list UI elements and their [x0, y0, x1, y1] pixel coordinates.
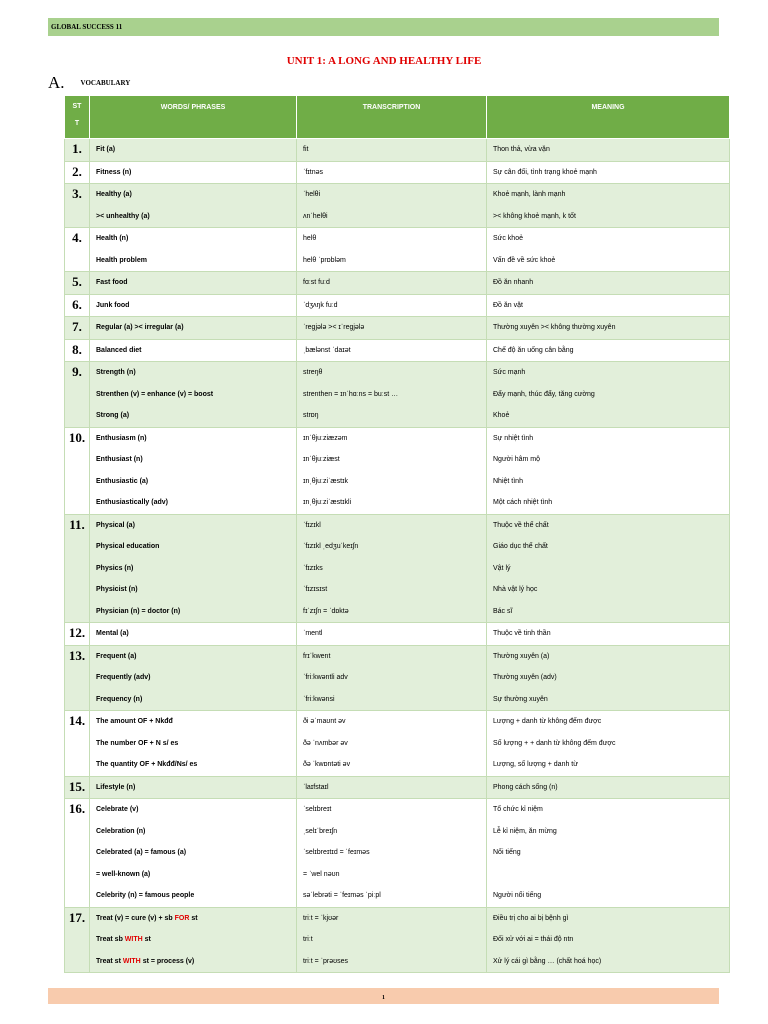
table-row	[65, 799, 730, 908]
meaning-cell	[487, 317, 730, 340]
preposition-highlight: WITH	[122, 957, 141, 965]
transcription-text: ˈlaɪfstaɪl	[303, 783, 329, 791]
meaning-text: Nhiệt tình	[493, 477, 523, 485]
header-text: GLOBAL SUCCESS 11	[51, 23, 123, 31]
transcription-cell	[297, 339, 487, 362]
preposition-highlight: WITH	[124, 936, 143, 943]
preposition-highlight: FOR	[174, 914, 190, 922]
word-text-part: Treat st	[96, 957, 123, 965]
meaning-text: Khoẻ	[493, 412, 510, 419]
meaning-cell	[487, 514, 730, 623]
transcription-text: ˈfɪtnəs	[303, 168, 323, 176]
row-number: 9.	[65, 362, 90, 428]
transcription-text: triːt = ˈkjʊər	[303, 914, 339, 922]
word-text: The number OF + N s/ es	[96, 739, 179, 747]
column-header-words: WORDS/ PHRASES	[90, 96, 297, 139]
page-title: UNIT 1: A LONG AND HEALTHY LIFE	[286, 55, 482, 67]
meaning-cell	[487, 161, 730, 184]
meaning-text: Lễ kỉ niệm, ăn mừng	[493, 827, 557, 835]
transcription-cell	[297, 294, 487, 317]
meaning-text: Lượng + danh từ không đếm được	[493, 718, 602, 725]
column-header-meaning: MEANING	[487, 96, 730, 139]
meaning-text: Thường xuyên >< không thường xuyên	[493, 324, 616, 331]
word-text: Celebration (n)	[96, 827, 146, 835]
row-number: 1.	[65, 139, 90, 162]
table-row	[65, 339, 730, 362]
word-cell	[90, 907, 297, 973]
transcription-text: fɑːst fuːd	[303, 279, 330, 286]
transcription-text: = ˈwel nəʊn	[303, 870, 340, 878]
word-text: Lifestyle (n)	[96, 783, 136, 791]
word-text-part: Treat sb	[96, 936, 125, 943]
meaning-text: Người hâm mộ	[493, 456, 541, 463]
stt-bottom: T	[74, 120, 80, 127]
section-heading	[48, 73, 130, 93]
transcription-cell	[297, 514, 487, 623]
meaning-cell	[487, 907, 730, 973]
word-text: Frequency (n)	[96, 695, 143, 703]
table-row	[65, 272, 730, 295]
word-cell	[90, 317, 297, 340]
meaning-text: Sự nhiệt tình	[493, 434, 534, 442]
table-row	[65, 711, 730, 777]
meaning-text: Giáo dục thể chất	[493, 543, 548, 550]
word-text-part: st	[189, 914, 198, 922]
transcription-text: ðə ˈnʌmbər əv	[303, 739, 348, 747]
row-number: 7.	[65, 317, 90, 340]
transcription-text: ðə ˈkwɒntəti əv	[303, 761, 351, 768]
meaning-text: Một cách nhiệt tình	[493, 499, 553, 506]
word-cell	[90, 228, 297, 272]
row-number: 11.	[65, 514, 90, 623]
word-cell	[90, 294, 297, 317]
table-row	[65, 514, 730, 623]
word-text: Physical (a)	[96, 521, 135, 529]
meaning-text: >< không khoẻ mạnh, k tốt	[493, 212, 576, 220]
meaning-text: Lượng, số lượng + danh từ	[493, 761, 578, 768]
header-band	[48, 18, 719, 36]
table-row	[65, 907, 730, 973]
meaning-cell	[487, 799, 730, 908]
meaning-text: Sức mạnh	[493, 369, 526, 376]
word-cell	[90, 161, 297, 184]
row-number: 6.	[65, 294, 90, 317]
row-number: 10.	[65, 427, 90, 514]
table-row	[65, 362, 730, 428]
meaning-text: Thon thả, vừa vặn	[493, 146, 550, 153]
meaning-text: Số lượng + + danh từ không đếm được	[493, 739, 616, 747]
word-text: Physical education	[96, 543, 160, 550]
word-cell	[90, 272, 297, 295]
meaning-text: Sự cân đối, tình trạng khoẻ mạnh	[493, 168, 597, 176]
word-cell	[90, 339, 297, 362]
word-cell	[90, 427, 297, 514]
row-number: 16.	[65, 799, 90, 908]
transcription-text: ˌselɪˈbreɪʃn	[303, 827, 338, 835]
word-text: Celebrated (a) = famous (a)	[96, 849, 187, 856]
meaning-cell	[487, 228, 730, 272]
word-cell	[90, 799, 297, 908]
transcription-text: strɒŋ	[303, 412, 319, 419]
word-cell	[90, 362, 297, 428]
meaning-text: Đồ ăn vặt	[493, 301, 523, 309]
word-text: Enthusiastically (adv)	[96, 499, 168, 506]
row-number: 2.	[65, 161, 90, 184]
transcription-text: ˈfriːkwənsi	[303, 695, 335, 703]
meaning-text: Tổ chức kỉ niệm	[493, 806, 543, 813]
table-row	[65, 294, 730, 317]
transcription-text: səˈlebrəti = ˈfeɪməs ˈpiːpl	[303, 892, 381, 899]
meaning-cell	[487, 623, 730, 646]
table-header-row	[65, 96, 730, 139]
transcription-text: ˈselɪbreɪtɪd = ˈfeɪməs	[303, 849, 370, 856]
meaning-cell	[487, 362, 730, 428]
word-text: Frequently (adv)	[96, 674, 151, 681]
word-text: Balanced diet	[96, 346, 142, 354]
meaning-text: Thuộc về tinh thần	[493, 630, 551, 637]
transcription-text: ɪnˌθjuːziˈæstɪkli	[303, 499, 352, 506]
transcription-text: streŋθ	[303, 369, 323, 376]
meaning-text: Đối xử với ai = thái độ ntn	[493, 936, 574, 943]
meaning-text: Điều trị cho ai bị bệnh gì	[493, 914, 569, 922]
word-text: Health (n)	[96, 235, 129, 242]
word-text: Physician (n) = doctor (n)	[96, 607, 181, 615]
word-text: Health problem	[96, 256, 147, 264]
word-text-part: st	[142, 936, 151, 943]
meaning-cell	[487, 184, 730, 228]
transcription-text: ɪnˈθjuːziæst	[303, 456, 340, 463]
word-text: Strong (a)	[96, 412, 130, 419]
word-cell	[90, 776, 297, 799]
transcription-cell	[297, 623, 487, 646]
meaning-text: Sức khoẻ	[493, 235, 523, 242]
meaning-text: Xử lý cái gì bằng … (chất hoá học)	[493, 957, 602, 965]
meaning-text: Vấn đề về sức khoẻ	[493, 256, 556, 264]
word-cell	[90, 645, 297, 711]
word-text	[96, 908, 296, 930]
word-text: The quantity OF + Nkđđ/Ns/ es	[96, 761, 198, 768]
word-text-part: Treat (v) = cure (v) + sb	[96, 914, 175, 922]
word-text: Enthusiastic (a)	[96, 477, 149, 485]
table-row	[65, 317, 730, 340]
row-number: 3.	[65, 184, 90, 228]
meaning-text: Sự thường xuyên	[493, 695, 548, 703]
meaning-cell	[487, 711, 730, 777]
meaning-text: Thuộc về thể chất	[493, 521, 549, 529]
meaning-text: Đồ ăn nhanh	[493, 279, 534, 286]
transcription-cell	[297, 907, 487, 973]
table-row	[65, 776, 730, 799]
word-text: Celebrate (v)	[96, 806, 139, 813]
word-cell	[90, 514, 297, 623]
transcription-cell	[297, 799, 487, 908]
transcription-text: helθ ˈprɒbləm	[303, 256, 346, 264]
meaning-cell	[487, 272, 730, 295]
column-header-transcription: TRANSCRIPTION	[297, 96, 487, 139]
transcription-cell	[297, 362, 487, 428]
footer-band	[48, 988, 719, 1004]
meaning-text: Nổi tiếng	[493, 849, 521, 856]
word-text: Strenthen (v) = enhance (v) = boost	[96, 390, 214, 398]
transcription-cell	[297, 272, 487, 295]
meaning-text: Người nổi tiếng	[493, 892, 542, 899]
word-text: Physics (n)	[96, 564, 134, 572]
word-text: Healthy (a)	[96, 191, 132, 198]
meaning-cell	[487, 427, 730, 514]
word-text: Frequent (a)	[96, 652, 137, 660]
word-text: = well-known (a)	[96, 870, 151, 878]
word-text: Enthusiasm (n)	[96, 434, 147, 442]
word-cell	[90, 184, 297, 228]
transcription-text: ˈfɪzɪkl ˌedʒuˈkeɪʃn	[303, 543, 359, 550]
transcription-text: fit	[303, 146, 309, 153]
transcription-text: ði əˈmaʊnt əv	[303, 718, 346, 725]
word-text: Junk food	[96, 301, 130, 309]
transcription-cell	[297, 427, 487, 514]
vocabulary-table	[64, 95, 730, 973]
meaning-text: Thường xuyên (adv)	[493, 674, 557, 681]
transcription-text: ˈhelθi	[303, 191, 321, 198]
row-number: 8.	[65, 339, 90, 362]
section-label: VOCABULARY	[80, 79, 131, 87]
meaning-cell	[487, 776, 730, 799]
transcription-text: ˈmentl	[303, 630, 323, 637]
word-text: The amount OF + Nkđđ	[96, 718, 173, 725]
word-text	[96, 951, 296, 973]
word-text	[96, 929, 296, 951]
table-row	[65, 645, 730, 711]
meaning-text: Thường xuyên (a)	[493, 652, 550, 660]
word-cell	[90, 139, 297, 162]
word-text: Fast food	[96, 279, 128, 286]
meaning-text: Đẩy mạnh, thúc đẩy, tăng cường	[493, 390, 595, 398]
word-cell	[90, 623, 297, 646]
table-row	[65, 184, 730, 228]
meaning-cell	[487, 294, 730, 317]
row-number: 4.	[65, 228, 90, 272]
transcription-text: ˈdʒʌŋk fuːd	[303, 301, 338, 309]
word-text: Celebrity (n) = famous people	[96, 892, 195, 899]
meaning-cell	[487, 139, 730, 162]
meaning-text	[493, 864, 729, 886]
word-text: >< unhealthy (a)	[96, 212, 150, 220]
transcription-cell	[297, 228, 487, 272]
transcription-text: frɪˈkwent	[303, 652, 331, 660]
transcription-cell	[297, 161, 487, 184]
transcription-text: ˈselɪbreɪt	[303, 806, 332, 813]
transcription-text: ˈfɪzɪkl	[303, 521, 321, 529]
word-text: Fitness (n)	[96, 168, 132, 176]
transcription-cell	[297, 317, 487, 340]
page-number: 1	[382, 995, 385, 1001]
meaning-text: Phong cách sống (n)	[493, 783, 558, 791]
row-number: 17.	[65, 907, 90, 973]
transcription-text: ˌbælənst ˈdaɪət	[303, 346, 351, 354]
meaning-text: Khoẻ mạnh, lành mạnh	[493, 191, 566, 198]
transcription-cell	[297, 645, 487, 711]
row-number: 5.	[65, 272, 90, 295]
table-row	[65, 161, 730, 184]
meaning-cell	[487, 645, 730, 711]
meaning-text: Nhà vật lý học	[493, 586, 538, 593]
transcription-cell	[297, 184, 487, 228]
word-text: Physicist (n)	[96, 586, 138, 593]
word-text: Mental (a)	[96, 630, 129, 637]
word-cell	[90, 711, 297, 777]
word-text: Regular (a) >< irregular (a)	[96, 324, 184, 331]
transcription-text: ˈfɪzɪsɪst	[303, 586, 328, 593]
transcription-text: ˈreɡjələ >< ɪˈreɡjələ	[303, 324, 365, 331]
table-row	[65, 228, 730, 272]
row-number: 14.	[65, 711, 90, 777]
word-text: Enthusiast (n)	[96, 456, 143, 463]
transcription-text: helθ	[303, 235, 317, 242]
meaning-cell	[487, 339, 730, 362]
table-row	[65, 427, 730, 514]
transcription-text: triːt = ˈprəʊses	[303, 957, 349, 965]
meaning-text: Chế độ ăn uống cân bằng	[493, 346, 574, 354]
transcription-text: ˈfriːkwəntli adv	[303, 674, 348, 681]
column-header-stt	[65, 96, 90, 139]
meaning-text: Bác sĩ	[493, 607, 513, 615]
word-text-part: st = process (v)	[140, 957, 195, 965]
transcription-text: ʌnˈhelθi	[303, 212, 328, 220]
section-letter: A.	[48, 73, 65, 92]
stt-top: ST	[72, 103, 82, 110]
row-number: 13.	[65, 645, 90, 711]
transcription-text: strenthen = ɪnˈhɑːns = buːst …	[303, 390, 399, 398]
transcription-cell	[297, 711, 487, 777]
transcription-text: ɪnˈθjuːziæzəm	[303, 434, 348, 442]
row-number: 12.	[65, 623, 90, 646]
table-row	[65, 139, 730, 162]
transcription-text: fɪˈzɪʃn = ˈdɒktə	[303, 607, 349, 615]
word-text: Strength (n)	[96, 369, 136, 376]
meaning-text: Vật lý	[493, 564, 511, 572]
word-text: Fit (a)	[96, 146, 116, 153]
transcription-text: ˈfɪzɪks	[303, 564, 323, 572]
table-row	[65, 623, 730, 646]
transcription-text: ɪnˌθjuːziˈæstɪk	[303, 477, 349, 485]
row-number: 15.	[65, 776, 90, 799]
transcription-text: triːt	[303, 936, 313, 943]
transcription-cell	[297, 776, 487, 799]
transcription-cell	[297, 139, 487, 162]
